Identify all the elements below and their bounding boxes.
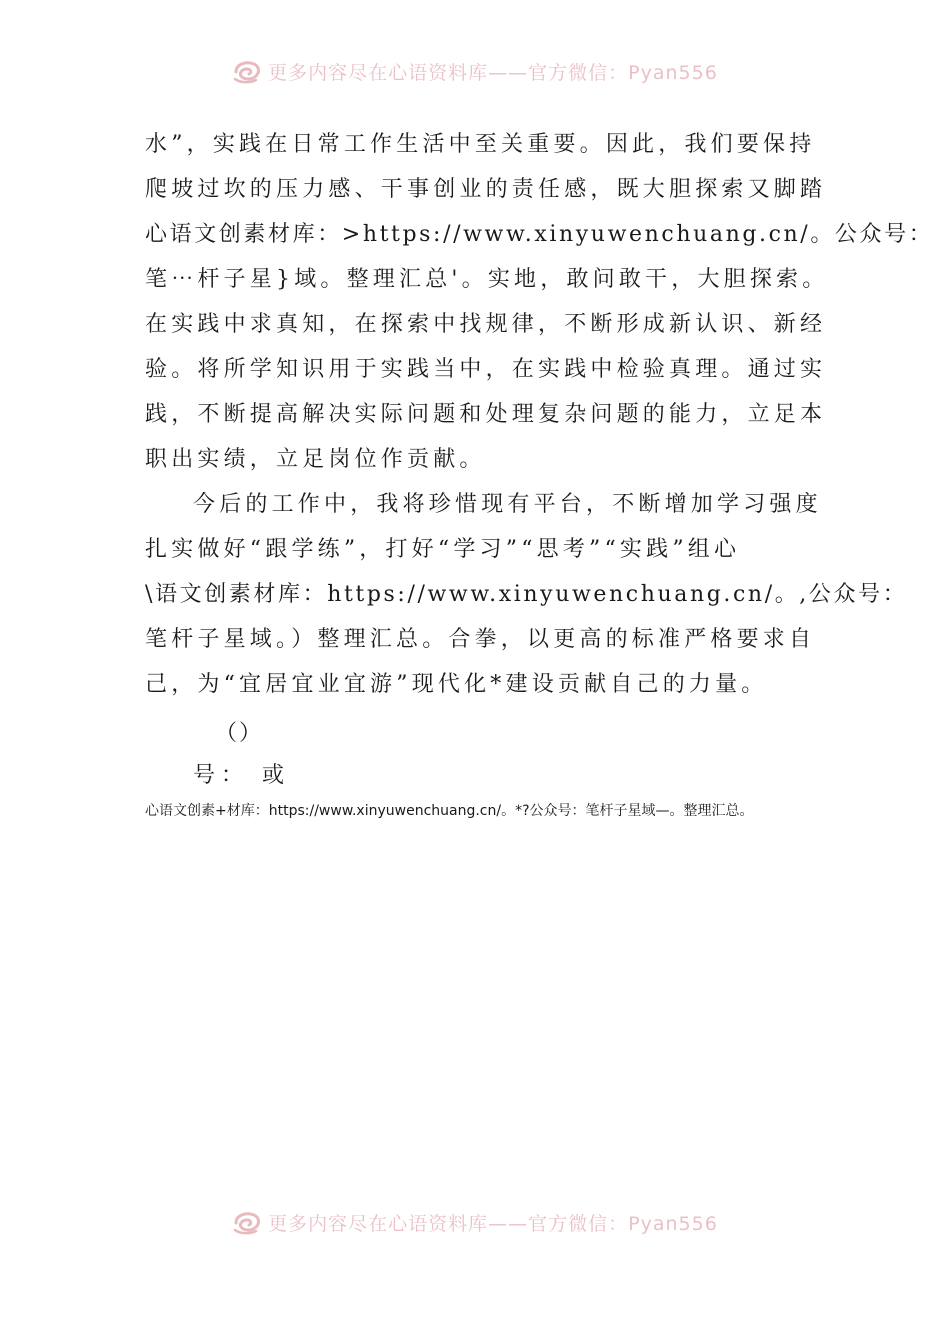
body-line: 践，不断提高解决实际问题和处理复杂问题的能力，立足本 [145, 402, 827, 427]
watermark-text: 更多内容尽在心语资料库——官方微信：Pyan556 [268, 61, 718, 84]
body-line: \语文创素材库：https://www.xinyuwenchuang.cn/。,公众号： [145, 582, 908, 607]
body-line: 在实践中求真知，在探索中找规律，不断形成新认识、新经 [145, 312, 827, 337]
body-line: 心语文创素材库：>https://www.xinyuwenchuang.cn/。公众号： [145, 222, 934, 247]
body-line: 职出实绩，立足岗位作贡献。 [145, 447, 486, 472]
body-line: 爬坡过坎的压力感、干事创业的责任感，既大胆探索又脚踏 [145, 177, 827, 202]
body-line: 笔杆子星域。）整理汇总。合拳，以更高的标准严格要求自 [145, 627, 816, 652]
body-line: 今后的工作中，我将珍惜现有平台，不断增加学习强度 [193, 492, 822, 517]
body-line: 己，为“宜居宜业宜游”现代化*建设贡献自己的力量。 [145, 672, 768, 697]
header-watermark [0, 54, 950, 88]
hao-line: 号： 或 [193, 763, 290, 788]
swirl-logo-icon [232, 1209, 262, 1235]
footer-watermark [0, 1205, 950, 1239]
paren-line: （） [215, 721, 264, 746]
body-line: 验。将所学知识用于实践当中，在实践中检验真理。通过实 [145, 357, 827, 382]
body-line: 扎实做好“跟学练”，打好“学习”“思考”“实践”组心 [145, 537, 741, 562]
source-note: 心语文创素+材库：https://www.xinyuwenchuang.cn/。*?公众号：笔杆子星域—。整理汇总。 [145, 803, 754, 819]
document-body [145, 122, 934, 826]
watermark-text: 更多内容尽在心语资料库——官方微信：Pyan556 [268, 1212, 718, 1235]
body-line: 水”，实践在日常工作生活中至关重要。因此，我们要保持 [145, 132, 816, 157]
body-line: 笔⋯杆子星}域。整理汇总'。实地，敢问敢干，大胆探索。 [145, 267, 829, 292]
swirl-logo-icon [232, 58, 262, 84]
